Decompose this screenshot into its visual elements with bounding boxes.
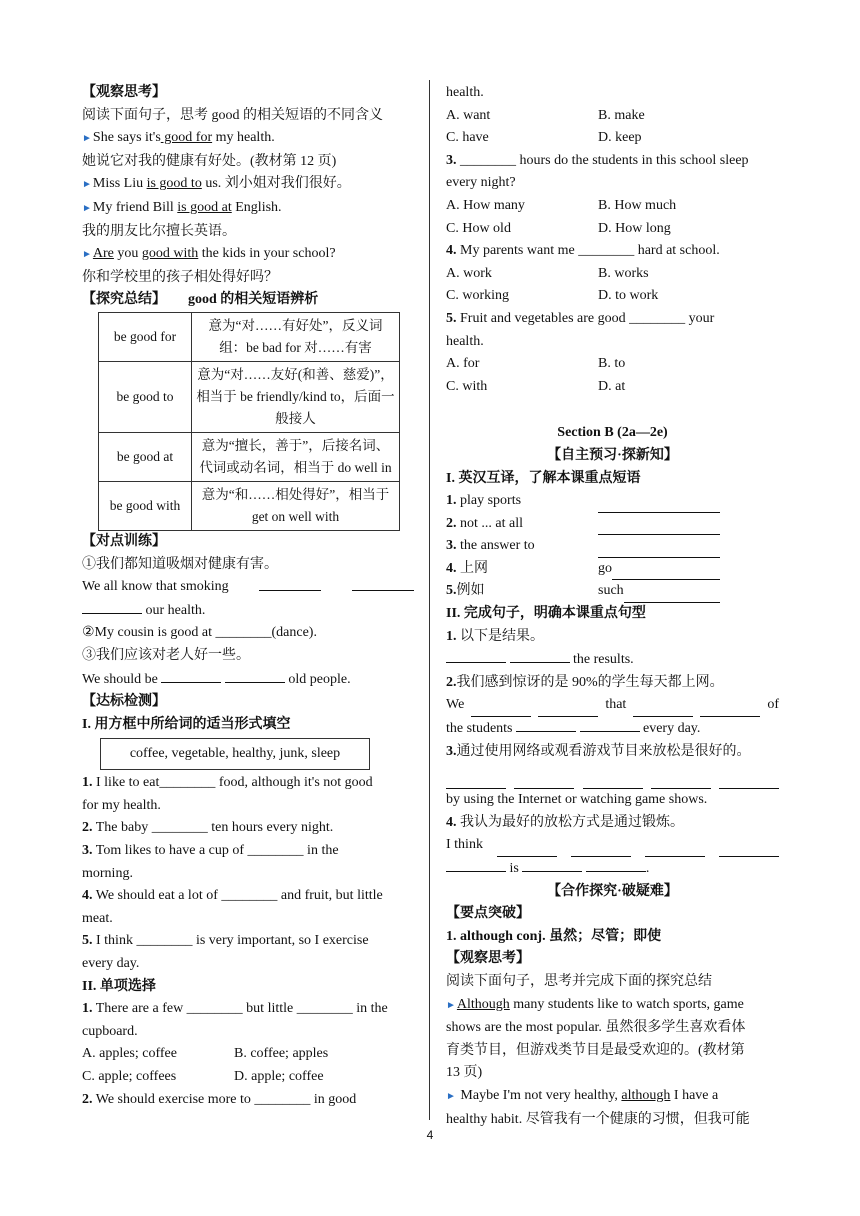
blank[interactable] — [612, 565, 720, 580]
example-1: ►She says it's good for my health. — [82, 130, 275, 146]
mc-q2-options-ab — [446, 105, 779, 128]
sentence-4-en: I think — [446, 834, 779, 857]
mc-q3: 3. ________ hours do the students in this school sleep — [446, 152, 749, 168]
blank[interactable] — [510, 648, 570, 663]
heading-drill: 【对点训练】 — [82, 533, 166, 549]
blank[interactable] — [719, 774, 779, 789]
option[interactable]: C. How old — [446, 220, 511, 236]
sentence-3-cn: 3.通过使用网络或观看游戏节目来放松是很好的。 — [446, 743, 751, 759]
section-title: Section B (2a—2e) — [557, 425, 668, 441]
although-example-1-cont2: 育类节目，但游戏类节目是最受欢迎的。(教材第 — [446, 1042, 745, 1058]
option[interactable]: A. for — [446, 356, 480, 372]
fill-q2: 2. The baby ________ ten hours every night. — [82, 820, 334, 836]
sentence-3-en: by using the Internet or watching game shows. — [446, 792, 708, 808]
phrase-2: 2. not ... at all — [446, 513, 779, 536]
option[interactable]: B. to — [598, 356, 626, 372]
bullet-triangle-icon: ► — [82, 133, 92, 145]
blank[interactable] — [259, 576, 321, 591]
preview-part-2-title: II. 完成句子，明确本课重点句型 — [446, 606, 646, 622]
table-row: be good to 意为“对……友好(和善、慈爱)”，相当于 be friendly/kind to，后面一般接人 — [99, 361, 400, 432]
example-1-translation: 她说它对我的健康有好处。(教材第 12 页) — [82, 153, 337, 169]
blank[interactable] — [522, 857, 582, 872]
mc-q5: 5. Fruit and vegetables are good ________ your — [446, 310, 715, 326]
heading-key-points: 【要点突破】 — [446, 906, 530, 922]
mc-q5-options-cd — [446, 376, 779, 399]
mc-q4-options-ab — [446, 263, 779, 286]
mc-q1: 1. There are a few ________ but little ________ in the — [82, 1001, 388, 1017]
mc-q5-options-ab — [446, 353, 779, 376]
bullet-triangle-icon: ► — [446, 1090, 456, 1102]
mc-q1-options-cd — [82, 1066, 414, 1089]
drill-1-cn: ①我们都知道吸烟对健康有害。 — [82, 556, 278, 572]
option[interactable]: C. with — [446, 378, 488, 394]
blank[interactable] — [586, 857, 646, 872]
bullet-triangle-icon: ► — [446, 999, 456, 1011]
phrase-4: 4. 上网 go — [446, 558, 779, 581]
sentence-1-en: the results. — [446, 648, 779, 672]
blank[interactable] — [700, 702, 760, 717]
sentence-4-en-cont: is . — [446, 857, 779, 881]
sentence-2-en: We that of — [446, 694, 779, 717]
bullet-triangle-icon: ► — [82, 202, 92, 214]
mc-q2: 2. We should exercise more to ________ in good — [82, 1091, 357, 1107]
option[interactable]: A. How many — [446, 197, 525, 213]
option[interactable]: D. apple; coffee — [234, 1069, 324, 1084]
section-2-title: II. 单项选择 — [82, 978, 156, 994]
column-divider — [429, 80, 430, 1120]
mc-q3-cont: every night? — [446, 175, 516, 191]
table-row: be good with 意为“和……相处得好”，相当于 get on well with — [99, 481, 400, 530]
mc-q1-options-ab — [82, 1043, 414, 1066]
blank[interactable] — [719, 842, 779, 857]
although-example-1-cont: shows are the most popular. 虽然很多学生喜欢看体 — [446, 1020, 746, 1036]
blank[interactable] — [651, 774, 711, 789]
bullet-triangle-icon: ► — [82, 249, 92, 261]
phrase-5: 5.例如 such — [446, 580, 779, 603]
blank[interactable] — [598, 520, 720, 535]
blank[interactable] — [580, 717, 640, 732]
option[interactable]: D. to work — [598, 288, 659, 304]
sentence-4-cn: 4. 我认为最好的放松方式是通过锻炼。 — [446, 814, 684, 830]
mc-q4: 4. My parents want me ________ hard at school. — [446, 243, 720, 259]
heading-coop: 【合作探究·破疑难】 — [547, 883, 678, 899]
phrase-1: 1. play sports — [446, 490, 779, 513]
option[interactable]: B. works — [598, 265, 649, 281]
bullet-triangle-icon: ► — [82, 179, 92, 191]
example-3: ►My friend Bill is good at English. — [82, 199, 282, 215]
blank[interactable] — [571, 842, 631, 857]
fill-q3: 3. Tom likes to have a cup of ________ in the — [82, 843, 339, 859]
heading-summary: 【探究总结】 good 的相关短语辨析 — [82, 292, 319, 308]
blank[interactable] — [82, 599, 142, 614]
blank[interactable] — [516, 717, 576, 732]
although-example-1: ►Although many students like to watch sports, game — [446, 996, 744, 1012]
example-2: ►Miss Liu is good to us. 刘小姐对我们很好。 — [82, 176, 351, 192]
drill-2: ②My cousin is good at ________(dance). — [82, 625, 317, 641]
blank[interactable] — [446, 648, 506, 663]
blank[interactable] — [514, 774, 574, 789]
fill-q4: 4. We should eat a lot of ________ and fruit, but little — [82, 888, 383, 904]
mc-q2-cont: health. — [446, 85, 484, 100]
key-point-1: 1. although conj. 虽然；尽管；即使 — [446, 928, 662, 944]
option[interactable]: D. How long — [598, 220, 671, 236]
blank[interactable] — [446, 857, 506, 872]
option[interactable]: B. make — [598, 107, 645, 123]
mc-q3-options-cd — [446, 218, 779, 241]
fill-q3-cont: morning. — [82, 865, 133, 881]
left-column — [82, 82, 414, 1111]
heading-preview: 【自主预习·探新知】 — [547, 447, 678, 463]
example-4: ►Are you good with the kids in your school? — [82, 246, 336, 262]
option[interactable]: C. have — [446, 130, 489, 146]
heading-check: 【达标检测】 — [82, 694, 166, 710]
option[interactable]: D. keep — [598, 130, 642, 146]
blank[interactable] — [598, 498, 720, 513]
option[interactable]: C. apple; coffees — [82, 1069, 177, 1084]
option[interactable]: B. How much — [598, 197, 677, 213]
sentence-2-cn: 2.我们感到惊讶的是 90%的学生每天都上网。 — [446, 674, 724, 690]
option[interactable]: A. apples; coffee — [82, 1046, 177, 1062]
sentence-3-blanks — [446, 763, 779, 789]
table-row: be good at 意为“擅长，善于”，后接名词、代词或动名词，相当于 do well in — [99, 432, 400, 481]
although-example-1-cont3: 13 页) — [446, 1065, 483, 1081]
option[interactable]: A. work — [446, 265, 492, 281]
example-4-translation: 你和学校里的孩子相处得好吗？ — [82, 269, 278, 285]
blank[interactable] — [538, 702, 598, 717]
option[interactable]: A. want — [446, 107, 491, 123]
phrase-3: 3. the answer to — [446, 535, 779, 558]
fill-q1: 1. I like to eat________ food, although it's not good — [82, 775, 373, 791]
blank[interactable] — [624, 588, 720, 603]
observe-intro: 阅读下面句子，思考 good 的相关短语的不同含义 — [82, 107, 383, 123]
sentence-2-en-cont: the students every day. — [446, 717, 779, 741]
although-example-2-cont: healthy habit. 尽管我有一个健康的习惯，但我可能 — [446, 1111, 750, 1127]
fill-q5-cont: every day. — [82, 956, 140, 972]
preview-part-1-title: I. 英汉互译，了解本课重点短语 — [446, 470, 641, 486]
section-1-title: I. 用方框中所给词的适当形式填空 — [82, 716, 291, 732]
mc-q4-options-cd — [446, 285, 779, 308]
blank[interactable] — [161, 668, 221, 683]
option[interactable]: B. coffee; apples — [234, 1046, 329, 1062]
word-box: coffee, vegetable, healthy, junk, sleep — [100, 738, 370, 770]
fill-q5: 5. I think ________ is very important, so I exercise — [82, 933, 369, 949]
summary-title: good 的相关短语辨析 — [188, 292, 319, 308]
option[interactable]: C. working — [446, 288, 509, 304]
drill-3-cn: ③我们应该对老人好一些。 — [82, 647, 250, 663]
blank[interactable] — [471, 702, 531, 717]
sentence-1-cn: 1. 以下是结果。 — [446, 628, 544, 644]
observe-2-intro: 阅读下面句子，思考并完成下面的探究总结 — [446, 973, 712, 989]
mc-q3-options-ab — [446, 195, 779, 218]
page-number: 4 — [426, 1128, 434, 1142]
fill-q1-cont: for my health. — [82, 797, 161, 813]
mc-q2-options-cd — [446, 127, 779, 150]
table-row: be good for 意为“对……有好处”，反义词组：be bad for 对……有害 — [99, 312, 400, 361]
right-column — [446, 82, 779, 1131]
blank[interactable] — [446, 774, 506, 789]
blank[interactable] — [598, 543, 720, 558]
drill-1-en-cont: our health. — [82, 599, 414, 623]
heading-observe-2: 【观察思考】 — [446, 951, 530, 967]
blank[interactable] — [633, 702, 693, 717]
blank[interactable] — [583, 774, 643, 789]
blank[interactable] — [645, 842, 705, 857]
example-3-translation: 我的朋友比尔擅长英语。 — [82, 223, 236, 239]
option[interactable]: D. at — [598, 378, 626, 394]
blank[interactable] — [225, 668, 285, 683]
fill-q4-cont: meat. — [82, 910, 113, 926]
blank[interactable] — [497, 842, 557, 857]
mc-q1-cont: cupboard. — [82, 1023, 138, 1039]
drill-3-en: We should be old people. — [82, 668, 414, 692]
although-example-2: ► Maybe I'm not very healthy, although I have a — [446, 1087, 719, 1103]
mc-q5-cont: health. — [446, 333, 484, 349]
drill-1-en: We all know that smoking — [82, 576, 414, 599]
blank[interactable] — [352, 576, 414, 591]
good-phrases-table — [98, 312, 400, 531]
heading-observe: 【观察思考】 — [82, 85, 166, 100]
